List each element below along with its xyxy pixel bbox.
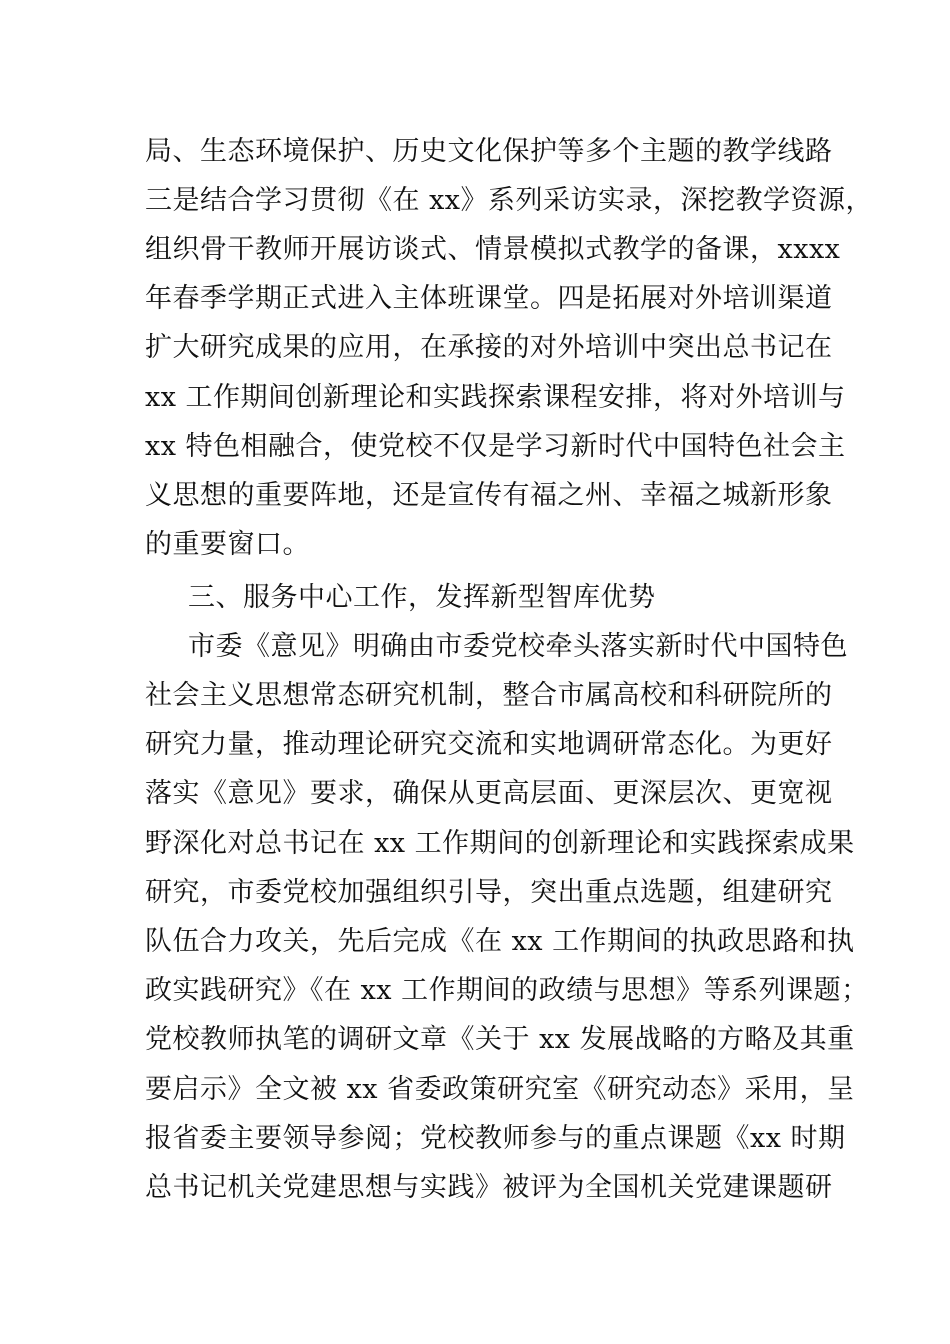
text-line: xx 特色相融合，使党校不仅是学习新时代中国特色社会主 — [145, 431, 846, 462]
text-line: 野深化对总书记在 xx 工作期间的创新理论和实践探索成果 — [145, 828, 855, 859]
text-line: 总书记机关党建思想与实践》被评为全国机关党建课题研 — [145, 1172, 833, 1203]
text-line: 社会主义思想常态研究机制，整合市属高校和科研院所的 — [145, 680, 833, 711]
text-line: 党校教师执笔的调研文章《关于 xx 发展战略的方略及其重 — [145, 1024, 855, 1055]
section-heading: 三、服务中心工作，发挥新型智库优势 — [188, 582, 656, 613]
text-line: 三是结合学习贯彻《在 xx》系列采访实录，深挖教学资源， — [145, 185, 874, 216]
text-line: 组织骨干教师开展访谈式、情景模拟式教学的备课，xxxx — [145, 234, 841, 265]
text-line: 义思想的重要阵地，还是宣传有福之州、幸福之城新形象 — [145, 480, 833, 511]
text-line: 研究力量，推动理论研究交流和实地调研常态化。为更好 — [145, 729, 833, 760]
text-line: 扩大研究成果的应用，在承接的对外培训中突出总书记在 — [145, 332, 833, 363]
paragraph-first-line: 市委《意见》明确由市委党校牵头落实新时代中国特色 — [188, 631, 848, 662]
text-line: 落实《意见》要求，确保从更高层面、更深层次、更宽视 — [145, 778, 833, 809]
text-line: 年春季学期正式进入主体班课堂。四是拓展对外培训渠道 — [145, 283, 833, 314]
text-line: 研究，市委党校加强组织引导，突出重点选题，组建研究 — [145, 877, 833, 908]
text-line: 报省委主要领导参阅；党校教师参与的重点课题《xx 时期 — [145, 1123, 846, 1154]
text-line: xx 工作期间创新理论和实践探索课程安排，将对外培训与 — [145, 382, 846, 413]
text-line: 队伍合力攻关，先后完成《在 xx 工作期间的执政思路和执 — [145, 926, 855, 957]
text-line: 的重要窗口。 — [145, 529, 310, 560]
text-line: 政实践研究》《在 xx 工作期间的政绩与思想》等系列课题； — [145, 975, 869, 1006]
text-line: 局、生态环境保护、历史文化保护等多个主题的教学线路 — [145, 136, 833, 167]
text-line: 要启示》全文被 xx 省委政策研究室《研究动态》采用，呈 — [145, 1074, 855, 1105]
